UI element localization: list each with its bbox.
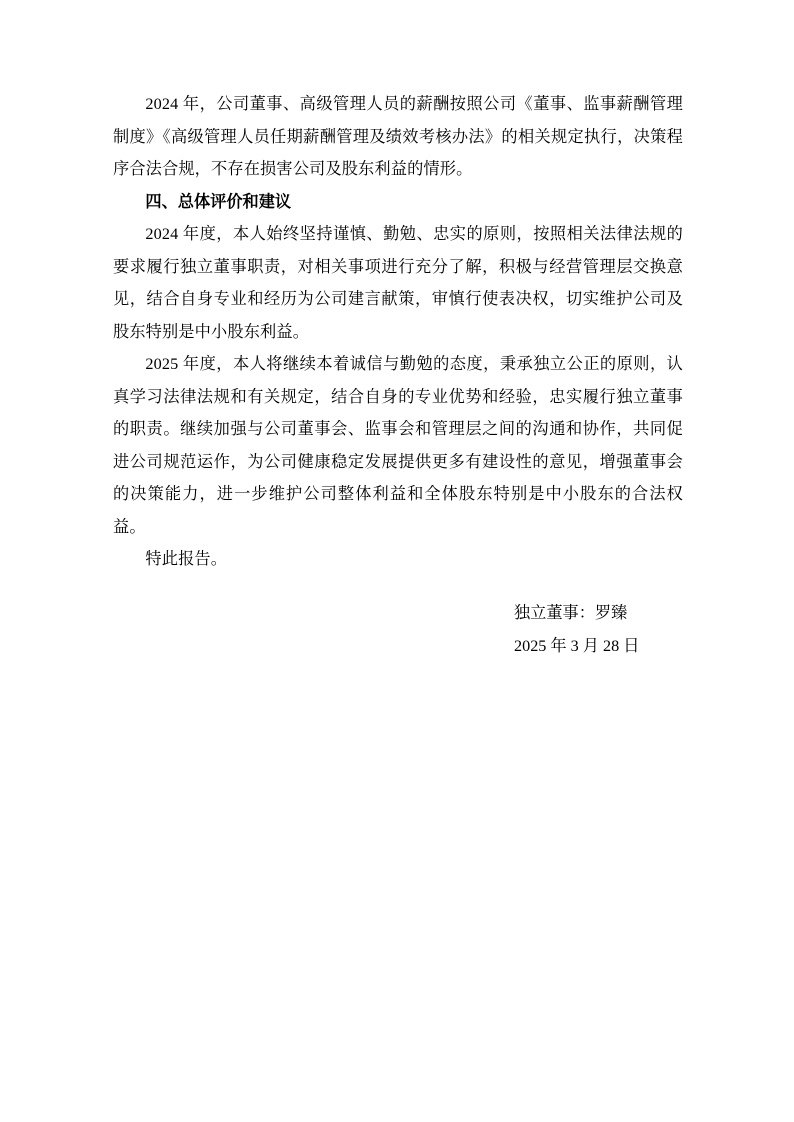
paragraph-compensation: 2024 年，公司董事、高级管理人员的薪酬按照公司《董事、监事薪酬管理制度》《高级管理人员任期薪酬管理及绩效考核办法》的相关规定执行，决策程序合法合规，不存在损害公司及股东利益的情形。 bbox=[113, 95, 683, 178]
signature-date: 2025 年 3 月 28 日 bbox=[514, 636, 640, 655]
paragraph-closing: 特此报告。 bbox=[145, 550, 228, 568]
paragraph-2024-review: 2024 年度，本人始终坚持谨慎、勤勉、忠实的原则，按照相关法律法规的要求履行独立董事职责，对相关事项进行充分了解，积极与经营管理层交换意见，结合自身专业和经历为公司建言献策，审慎行使表决权，切实维护公司及股东特别是中小股东利益。 bbox=[113, 225, 683, 341]
paragraph-2025-plan: 2025 年度，本人将继续本着诚信与勤勉的态度，秉承独立公正的原则，认真学习法律法规和有关规定，结合自身的专业优势和经验，忠实履行独立董事的职责。继续加强与公司董事会、监事会和管理层之间的沟通和协作，共同促进公司规范运作，为公司健康稳定发展提供更多有建设性的意见，增强董事会的决策能力，进一步维护公司整体利益和全体股东特别是中小股东的合法权益。 bbox=[113, 355, 683, 536]
document-body bbox=[113, 88, 683, 576]
signature-name: 独立董事：罗臻 bbox=[514, 604, 628, 622]
section-heading-overall-evaluation: 四、总体评价和建议 bbox=[145, 192, 292, 211]
signature-block bbox=[113, 597, 683, 662]
